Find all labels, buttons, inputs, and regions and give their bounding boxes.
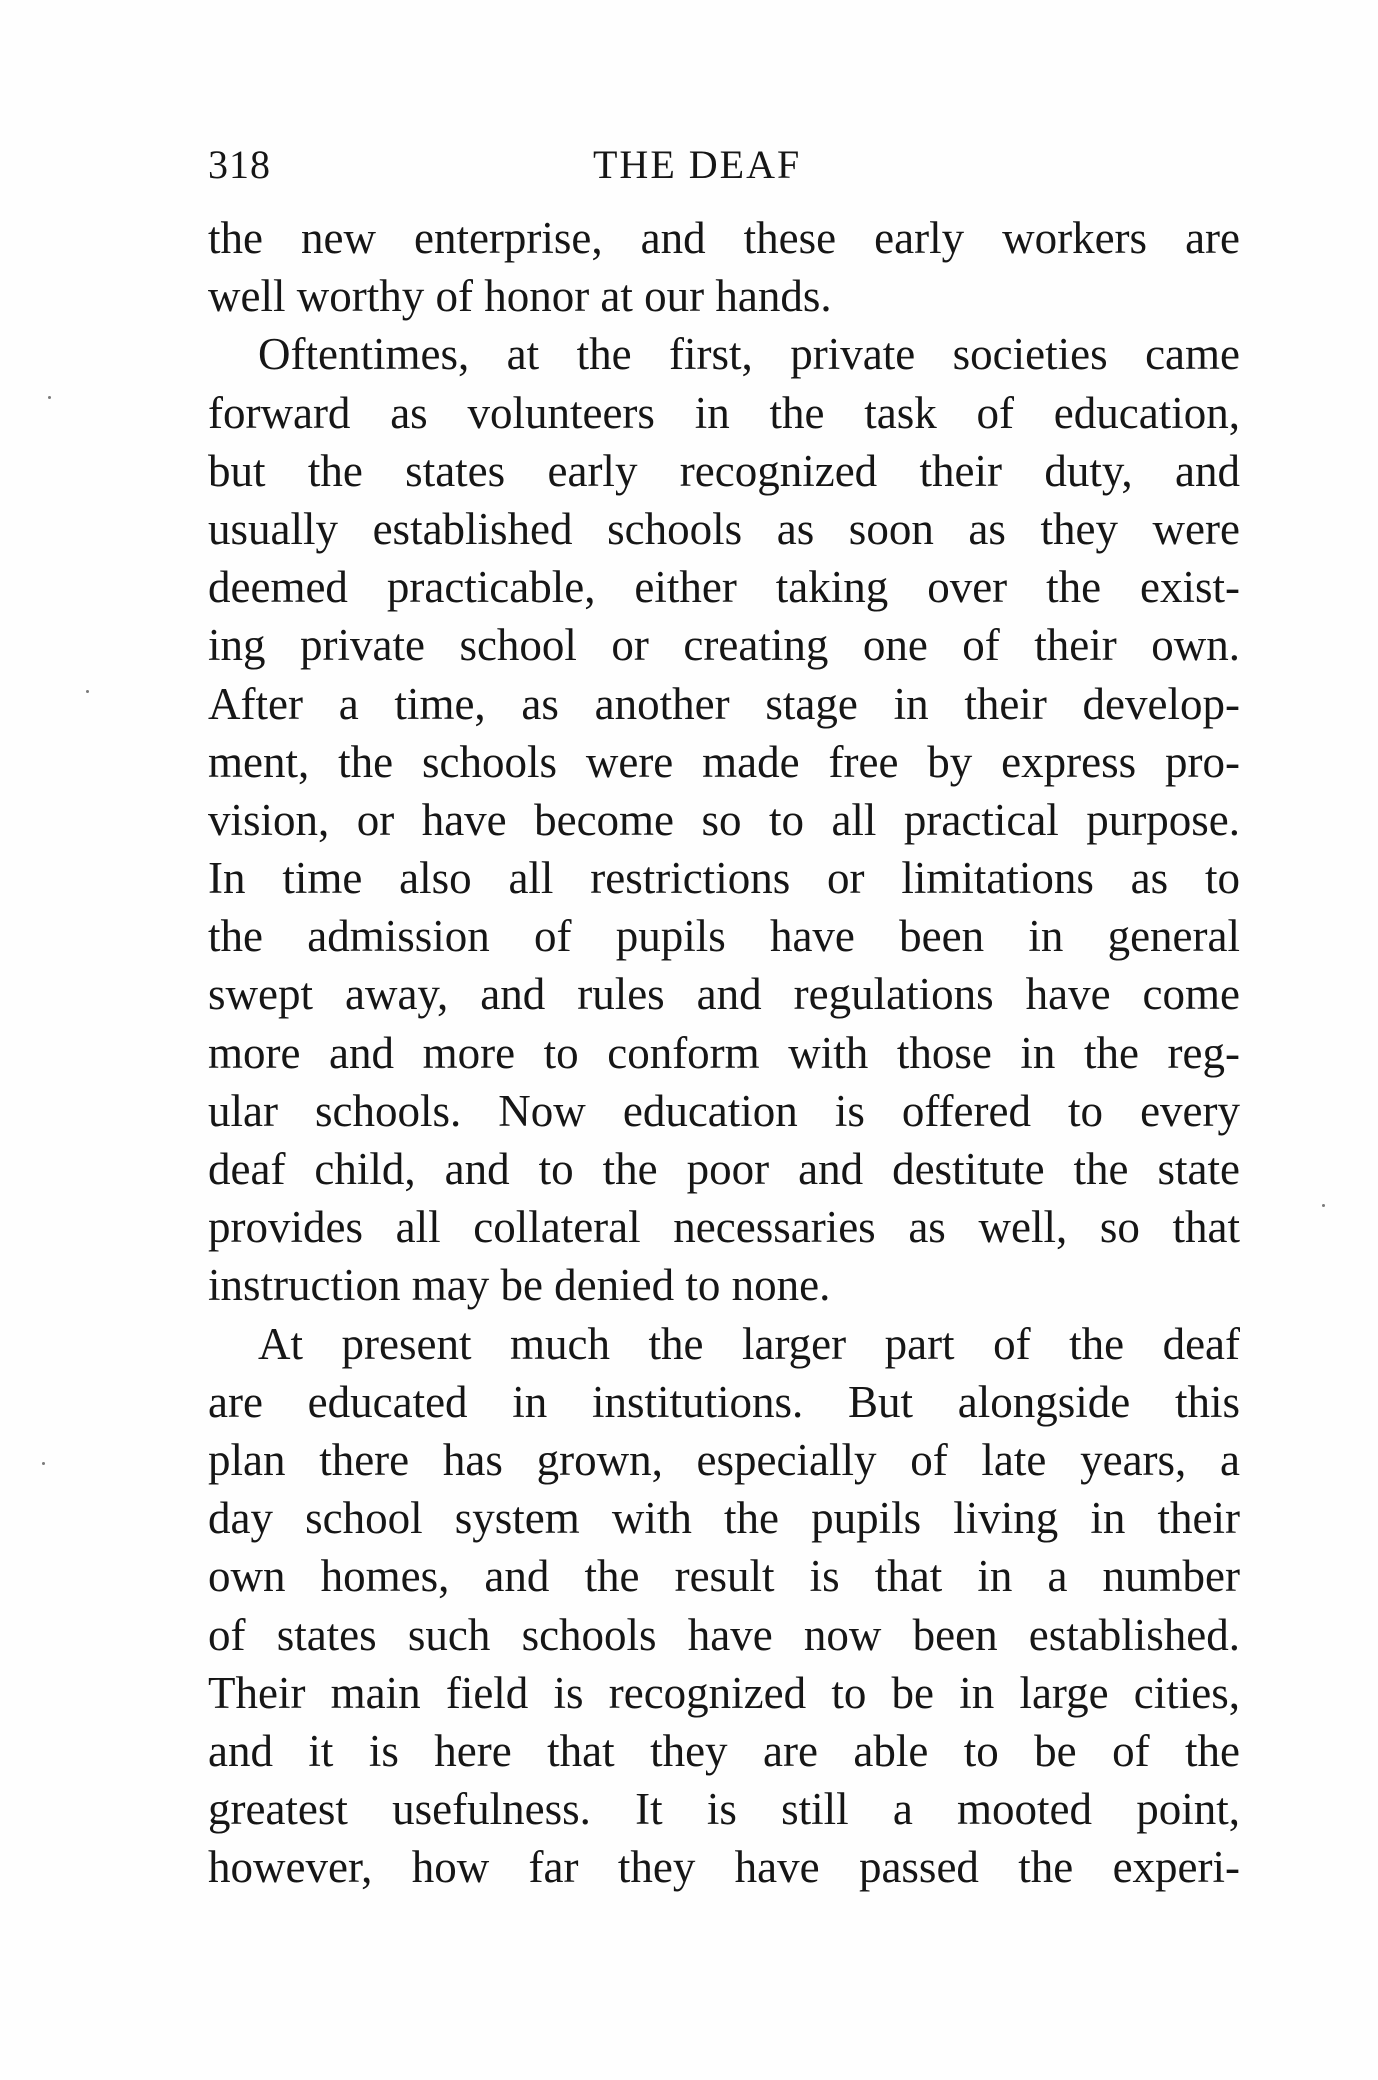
paper-speck <box>86 690 89 693</box>
running-title: THE DEAF <box>593 142 802 187</box>
running-head <box>208 140 1240 190</box>
text-line: ment, the schools were made free by express pro- <box>208 736 1240 787</box>
text-line: more and more to conform with those in the reg- <box>208 1027 1240 1078</box>
text-line: but the states early recognized their duty, and <box>208 445 1240 496</box>
text-line: deaf child, and to the poor and destitute the state <box>208 1144 1240 1194</box>
text-line: greatest usefulness. It is still a mooted point, <box>208 1784 1240 1835</box>
text-line: day school system with the pupils living in their <box>208 1493 1240 1544</box>
text-line: usually established schools as soon as they were <box>208 503 1240 554</box>
text-line: plan there has grown, especially of late years, a <box>208 1434 1240 1485</box>
text-line: Oftentimes, at the first, private societies came <box>258 329 1240 380</box>
text-line: ing private school or creating one of their own. <box>208 620 1240 671</box>
text-line: however, how far they have passed the experi- <box>208 1842 1240 1893</box>
page-number: 318 <box>208 142 271 187</box>
paper-speck <box>1322 1204 1325 1207</box>
text-line: and it is here that they are able to be of the <box>208 1725 1240 1776</box>
text-line: the admission of pupils have been in general <box>208 911 1240 962</box>
text-line: of states such schools have now been established. <box>208 1609 1240 1660</box>
text-line: the new enterprise, and these early workers are <box>208 213 1240 263</box>
text-line: are educated in institutions. But alongside this <box>208 1376 1240 1427</box>
body-text <box>208 209 1240 1896</box>
text-line: ular schools. Now education is offered to every <box>208 1085 1240 1136</box>
text-line: At present much the larger part of the deaf <box>258 1318 1240 1369</box>
text-line: deemed practicable, either taking over the exist- <box>208 562 1240 613</box>
paper-speck <box>42 1462 45 1465</box>
text-line: provides all collateral necessaries as well, so that <box>208 1202 1240 1253</box>
text-line: well worthy of honor at our hands. <box>208 271 832 322</box>
text-line: instruction may be denied to none. <box>208 1260 831 1311</box>
text-line: forward as volunteers in the task of education, <box>208 387 1240 438</box>
text-line: own homes, and the result is that in a number <box>208 1551 1240 1602</box>
text-line: Their main field is recognized to be in large cities, <box>208 1667 1240 1718</box>
text-line: In time also all restrictions or limitations as to <box>208 853 1240 904</box>
text-line: vision, or have become so to all practical purpose. <box>208 794 1240 845</box>
paper-speck <box>48 396 51 399</box>
text-line: After a time, as another stage in their develop- <box>208 678 1240 729</box>
text-line: swept away, and rules and regulations have come <box>208 969 1240 1020</box>
